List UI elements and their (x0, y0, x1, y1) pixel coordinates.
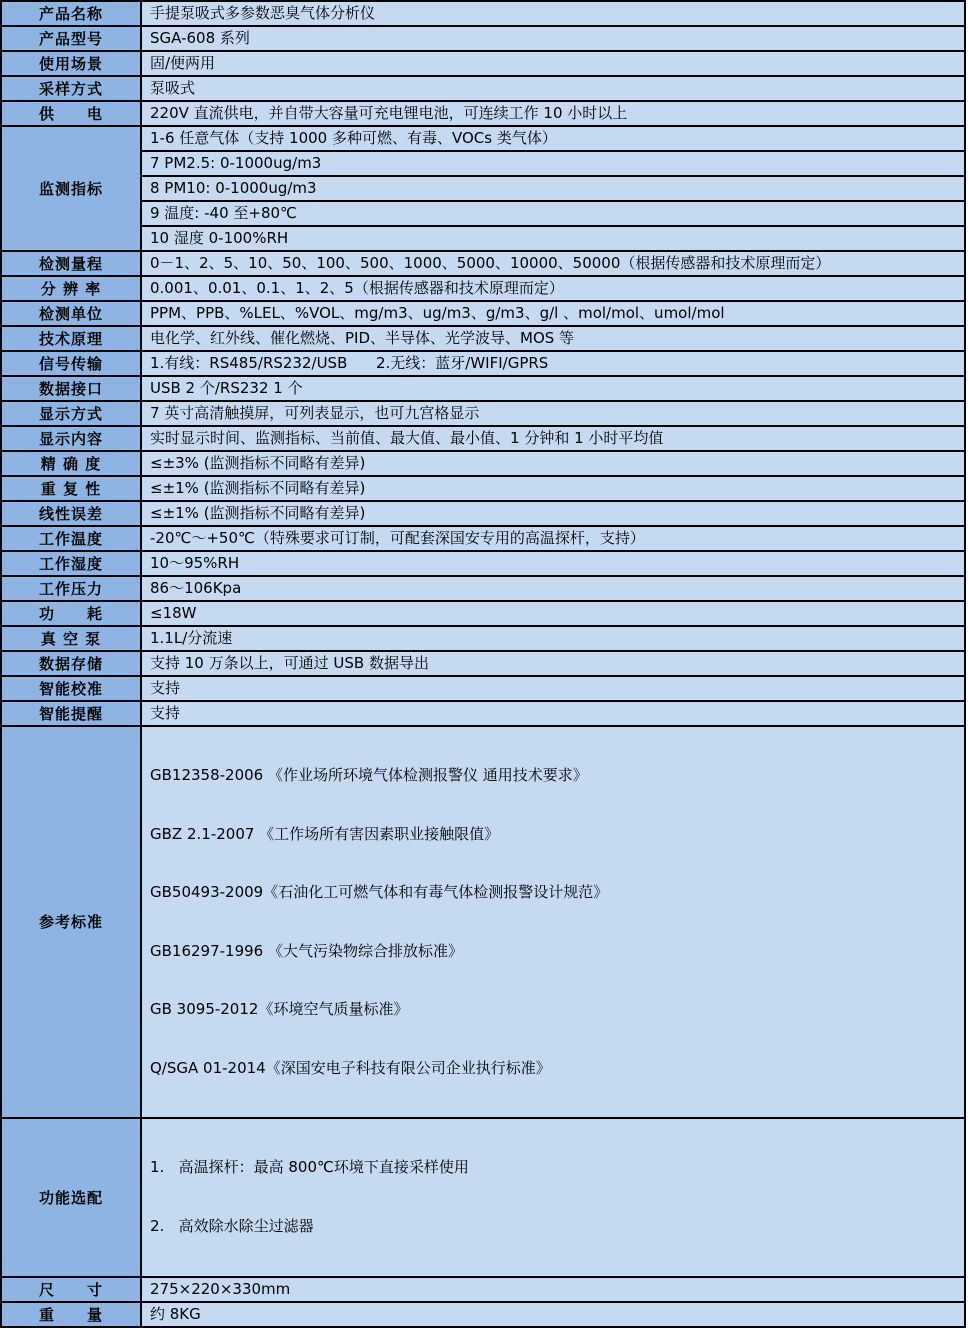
spec-value: -20℃～+50℃（特殊要求可订制，可配套深国安专用的高温探杆，支持） (141, 526, 965, 551)
table-row (1, 201, 965, 226)
spec-label: 重 复 性 (1, 476, 141, 501)
table-row (1, 451, 965, 476)
spec-label: 供 电 (1, 101, 141, 126)
spec-value: 1.有线：RS485/RS232/USB 2.无线：蓝牙/WIFI/GPRS (141, 351, 965, 376)
spec-label: 功能选配 (1, 1118, 141, 1277)
spec-value: 实时显示时间、监测指标、当前值、最大值、最小值、1 分钟和 1 小时平均值 (141, 426, 965, 451)
spec-label: 功 耗 (1, 601, 141, 626)
spec-label: 智能校准 (1, 676, 141, 701)
spec-value: 泵吸式 (141, 76, 965, 101)
spec-label: 分 辨 率 (1, 276, 141, 301)
spec-label: 显示方式 (1, 401, 141, 426)
table-row (1, 226, 965, 251)
spec-value: 支持 (141, 701, 965, 726)
spec-label: 工作压力 (1, 576, 141, 601)
table-row (1, 176, 965, 201)
table-row (1, 76, 965, 101)
spec-value: 275×220×330mm (141, 1277, 965, 1302)
spec-value: 支持 (141, 676, 965, 701)
table-row (1, 501, 965, 526)
table-row (1, 676, 965, 701)
spec-label: 智能提醒 (1, 701, 141, 726)
table-row (1, 151, 965, 176)
spec-value-line: 2. 高效除水除尘过滤器 (150, 1217, 314, 1236)
spec-value: 9 温度: -40 至+80℃ (141, 201, 965, 226)
table-row (1, 1302, 965, 1327)
table-row (1, 626, 965, 651)
spec-label: 参考标准 (1, 726, 141, 1118)
spec-label: 工作温度 (1, 526, 141, 551)
spec-value: 220V 直流供电，并自带大容量可充电锂电池，可连续工作 10 小时以上 (141, 101, 965, 126)
spec-value: SGA-608 系列 (141, 26, 965, 51)
table-row (1, 1118, 965, 1277)
spec-value: 1.1L/分流速 (141, 626, 965, 651)
spec-label: 显示内容 (1, 426, 141, 451)
table-row (1, 576, 965, 601)
table-row (1, 351, 965, 376)
spec-value (141, 1118, 965, 1277)
table-row (1, 701, 965, 726)
spec-label: 尺 寸 (1, 1277, 141, 1302)
table-row (1, 126, 965, 151)
spec-value: 约 8KG (141, 1302, 965, 1327)
table-row (1, 301, 965, 326)
table-row (1, 651, 965, 676)
spec-value: 0.001、0.01、0.1、1、2、5（根据传感器和技术原理而定） (141, 276, 965, 301)
spec-label: 线性误差 (1, 501, 141, 526)
table-row (1, 276, 965, 301)
spec-value-line: GBZ 2.1-2007 《工作场所有害因素职业接触限值》 (150, 824, 500, 843)
spec-value-line: GB 3095-2012《环境空气质量标准》 (150, 1000, 409, 1019)
spec-label: 采样方式 (1, 76, 141, 101)
spec-label: 工作湿度 (1, 551, 141, 576)
table-row (1, 1277, 965, 1302)
table-row (1, 601, 965, 626)
spec-value: USB 2 个/RS232 1 个 (141, 376, 965, 401)
table-row (1, 1, 965, 26)
spec-value: 10～95%RH (141, 551, 965, 576)
spec-label: 检测量程 (1, 251, 141, 276)
table-row (1, 551, 965, 576)
spec-label: 信号传输 (1, 351, 141, 376)
spec-value: 手提泵吸式多参数恶臭气体分析仪 (141, 1, 965, 26)
spec-value: 支持 10 万条以上，可通过 USB 数据导出 (141, 651, 965, 676)
spec-value: 7 英寸高清触摸屏，可列表显示，也可九宫格显示 (141, 401, 965, 426)
table-row (1, 51, 965, 76)
spec-label: 数据接口 (1, 376, 141, 401)
spec-label: 数据存储 (1, 651, 141, 676)
table-row (1, 26, 965, 51)
spec-label: 产品型号 (1, 26, 141, 51)
spec-label: 检测单位 (1, 301, 141, 326)
table-row (1, 326, 965, 351)
table-row (1, 251, 965, 276)
spec-value-line: GB16297-1996 《大气污染物综合排放标准》 (150, 941, 463, 960)
spec-value: 固/便两用 (141, 51, 965, 76)
table-row (1, 426, 965, 451)
spec-value (141, 726, 965, 1118)
spec-value: ≤18W (141, 601, 965, 626)
spec-value: 8 PM10: 0-1000ug/m3 (141, 176, 965, 201)
spec-label: 产品名称 (1, 1, 141, 26)
spec-value-line: 1. 高温探杆：最高 800℃环境下直接采样使用 (150, 1157, 469, 1176)
spec-value: PPM、PPB、%LEL、%VOL、mg/m3、ug/m3、g/m3、g/l 、mol/mol、umol/mol (141, 301, 965, 326)
table-row (1, 376, 965, 401)
spec-value: 0－1、2、5、10、50、100、500、1000、5000、10000、50000（根据传感器和技术原理而定） (141, 251, 965, 276)
spec-value: 电化学、红外线、催化燃烧、PID、半导体、光学波导、MOS 等 (141, 326, 965, 351)
spec-value: 1-6 任意气体（支持 1000 多种可燃、有毒、VOCs 类气体） (141, 126, 965, 151)
spec-value: 10 湿度 0-100%RH (141, 226, 965, 251)
spec-value: 86～106Kpa (141, 576, 965, 601)
spec-label: 精 确 度 (1, 451, 141, 476)
spec-value: ≤±3% (监测指标不同略有差异) (141, 451, 965, 476)
spec-label: 使用场景 (1, 51, 141, 76)
spec-value: ≤±1% (监测指标不同略有差异) (141, 476, 965, 501)
spec-label: 技术原理 (1, 326, 141, 351)
table-row (1, 401, 965, 426)
spec-label: 真 空 泵 (1, 626, 141, 651)
table-row (1, 526, 965, 551)
table-row (1, 101, 965, 126)
table-row (1, 476, 965, 501)
spec-value-line: GB12358-2006 《作业场所环境气体检测报警仪 通用技术要求》 (150, 766, 588, 784)
table-row (1, 726, 965, 1118)
spec-value-line: Q/SGA 01-2014《深国安电子科技有限公司企业执行标准》 (150, 1058, 551, 1077)
spec-value: ≤±1% (监测指标不同略有差异) (141, 501, 965, 526)
spec-label: 监测指标 (1, 126, 141, 251)
spec-label: 重 量 (1, 1302, 141, 1327)
spec-value: 7 PM2.5: 0-1000ug/m3 (141, 151, 965, 176)
spec-value-line: GB50493-2009《石油化工可燃气体和有毒气体检测报警设计规范》 (150, 883, 609, 902)
